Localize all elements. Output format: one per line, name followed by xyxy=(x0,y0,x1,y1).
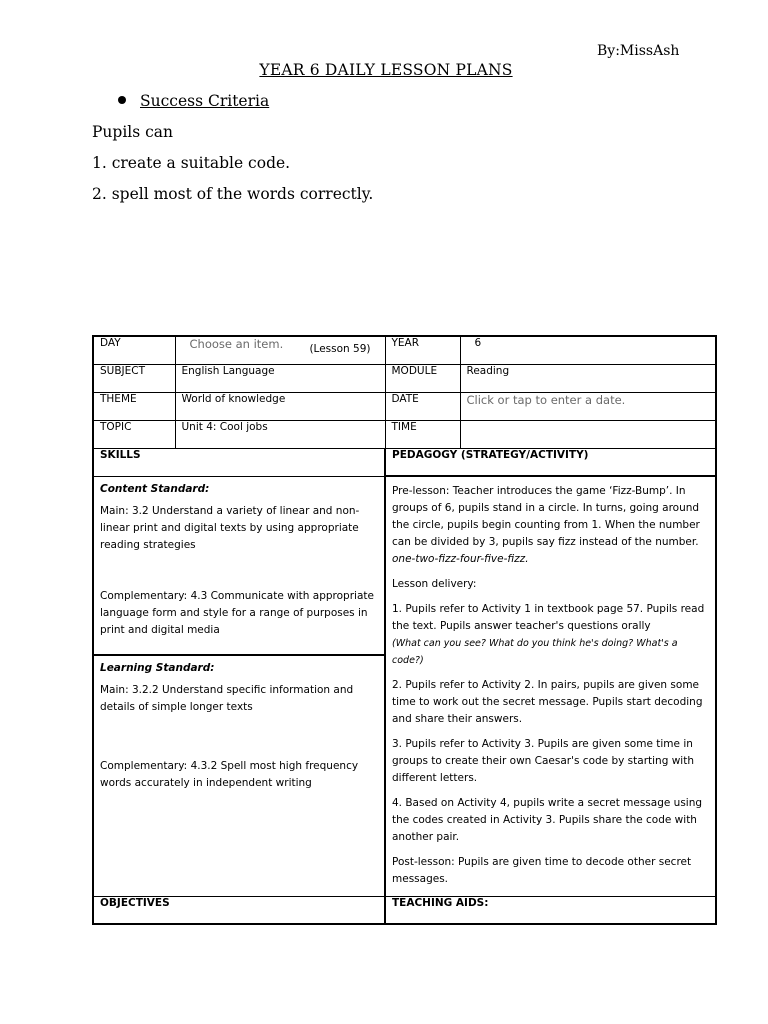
step-4: 4. Based on Activity 4, pupils write a secret message using the codes created in Activity 3. Pupils share the code with another pair. xyxy=(392,797,703,843)
pedagogy-cell xyxy=(385,476,716,897)
lesson-number: (Lesson 59) xyxy=(309,343,371,355)
content-standard-cell xyxy=(93,476,385,655)
skills-header: SKILLS xyxy=(93,449,385,477)
page-title: YEAR 6 DAILY LESSON PLANS xyxy=(259,61,513,79)
content-standard-complementary: Complementary: 4.3 Communicate with appropriate language form and style for a range of purposes in print and digital media xyxy=(100,589,374,636)
section-header-row xyxy=(93,897,716,925)
date-label: DATE xyxy=(385,393,460,421)
year-label: YEAR xyxy=(385,336,460,365)
subject-value: English Language xyxy=(175,365,385,393)
subject-label: SUBJECT xyxy=(93,365,175,393)
time-label: TIME xyxy=(385,421,460,449)
pedagogy-header: PEDAGOGY (STRATEGY/ACTIVITY) xyxy=(385,449,716,477)
success-criteria-item: 1. create a suitable code. xyxy=(92,154,291,172)
post-lesson: Post-lesson: Pupils are given time to decode other secret messages. xyxy=(392,856,692,885)
day-cell xyxy=(175,336,385,365)
success-criteria-intro: Pupils can xyxy=(92,123,174,141)
table-row xyxy=(93,421,716,449)
step-2: 2. Pupils refer to Activity 2. In pairs, pupils are given some time to work out the secret message. Pupils start decoding and share their answers. xyxy=(392,679,703,725)
learning-standard-cell xyxy=(93,655,385,897)
module-value: Reading xyxy=(460,365,716,393)
learning-standard-main: Main: 3.2.2 Understand specific information and details of simple longer texts xyxy=(100,683,354,713)
success-criteria-label: Success Criteria xyxy=(140,92,270,110)
lesson-delivery-label: Lesson delivery: xyxy=(392,578,477,590)
step-1: 1. Pupils refer to Activity 1 in textbook page 57. Pupils read the text. Pupils answer teacher's questions orally (What can you see? What do you think he's doing? What's a code?) xyxy=(392,603,705,666)
topic-label: TOPIC xyxy=(93,421,175,449)
objectives-header: OBJECTIVES xyxy=(93,897,385,925)
success-criteria-item: 2. spell most of the words correctly. xyxy=(92,185,374,203)
pre-lesson-example: one-two-fizz-four-five-fizz. xyxy=(392,553,529,565)
learning-standard-complementary: Complementary: 4.3.2 Spell most high frequency words accurately in independent writing xyxy=(100,759,359,789)
year-value: 6 xyxy=(460,336,716,365)
topic-value: Unit 4: Cool jobs xyxy=(175,421,385,449)
date-picker[interactable]: Click or tap to enter a date. xyxy=(466,393,626,407)
step-3: 3. Pupils refer to Activity 3. Pupils are given some time in groups to create their own Caesar's code by starting with different letters. xyxy=(392,738,694,784)
learning-standard-title: Learning Standard: xyxy=(100,661,215,674)
module-label: MODULE xyxy=(385,365,460,393)
time-value xyxy=(460,421,716,449)
bullet-icon xyxy=(118,96,126,104)
date-cell xyxy=(460,393,716,421)
table-row xyxy=(93,365,716,393)
pre-lesson-text: Pre-lesson: Teacher introduces the game ‘Fizz-Bump’. In groups of 6, pupils stand in a circle. In turns, going around the circle, pupils begin counting from 1. When the number can be divided by 3, pupils say fizz instead of the number. one-two-fizz-four-five-fizz. xyxy=(392,485,700,565)
teaching-aids-header: TEACHING AIDS: xyxy=(385,897,716,925)
day-label: DAY xyxy=(93,336,175,365)
day-dropdown[interactable]: Choose an item. xyxy=(189,337,284,351)
section-header-row xyxy=(93,449,716,477)
content-standard-title: Content Standard: xyxy=(100,482,210,495)
content-standard-main: Main: 3.2 Understand a variety of linear and non-linear print and digital texts by using appropriate reading strategies xyxy=(100,504,360,551)
lesson-plan-table xyxy=(92,335,717,925)
table-row xyxy=(93,336,716,365)
table-row xyxy=(93,393,716,421)
theme-value: World of knowledge xyxy=(175,393,385,421)
step-1-questions: (What can you see? What do you think he's doing? What's a code?) xyxy=(392,638,678,666)
success-criteria-heading xyxy=(118,92,269,110)
table-row xyxy=(93,476,716,655)
theme-label: THEME xyxy=(93,393,175,421)
author-byline: By:MissAsh xyxy=(597,43,680,59)
